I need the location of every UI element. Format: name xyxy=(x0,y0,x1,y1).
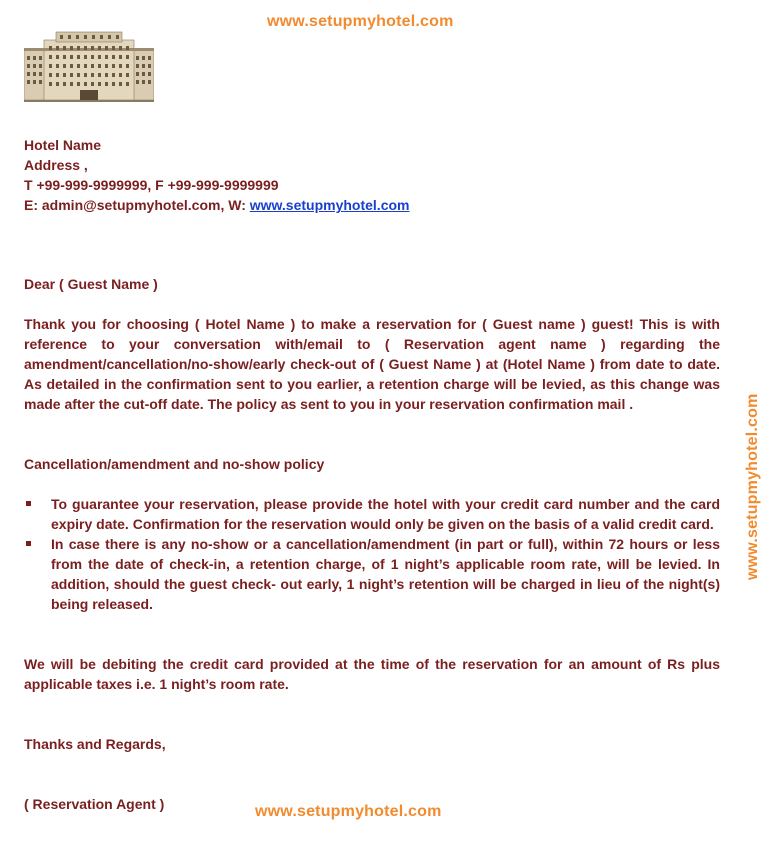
hotel-address: Address , xyxy=(24,157,88,173)
letter-body: Thank you for choosing ( Hotel Name ) to make a reservation for ( Guest name ) guest! This is with reference to your conversation with/email to ( Reservation agent name ) regarding the amendment/cancellation/no-show/early check-out of ( Guest Name ) at (Hotel Name ) from date to date. As detailed in the confirmation sent to you earlier, a retention charge will be levied, as this change was made after the cut-off date. The policy as sent to you in your reservation confirmation mail . xyxy=(24,316,720,412)
bullet-square-icon xyxy=(26,541,31,546)
watermark-top: www.setupmyhotel.com xyxy=(267,13,454,30)
closing: Thanks and Regards, xyxy=(24,736,166,752)
hotel-header xyxy=(24,135,409,215)
bullet-square-icon xyxy=(26,501,31,506)
policy-list xyxy=(24,494,720,614)
policy-title: Cancellation/amendment and no-show policy xyxy=(24,456,325,472)
hotel-name: Hotel Name xyxy=(24,137,102,153)
hotel-phone: T +99-999-9999999, F +99-999-9999999 xyxy=(24,177,279,193)
watermark-side: www.setupmyhotel.com xyxy=(744,393,761,580)
debit-notice: We will be debiting the credit card provided at the time of the reservation for an amount of Rs plus applicable taxes i.e. 1 night’s room rate. xyxy=(24,656,720,692)
list-item xyxy=(24,534,720,614)
list-item-text: To guarantee your reservation, please provide the hotel with your credit card number and the card expiry date. Confirmation for the reservation would only be given on the basis of a valid credit card. xyxy=(51,496,720,532)
hotel-email: E: admin@setupmyhotel.com, W: xyxy=(24,197,250,213)
list-item xyxy=(24,494,720,534)
hotel-building-logo xyxy=(24,30,154,102)
signature: ( Reservation Agent ) xyxy=(24,796,165,812)
website-link[interactable]: www.setupmyhotel.com xyxy=(249,197,410,213)
list-item-text: In case there is any no-show or a cancellation/amendment (in part or full), within 72 hours or less from the date of check-in, a retention charge, of 1 night’s applicable room rate, will be levied. In addition, should the guest check- out early, 1 night’s retention will be charged in lieu of the night(s) being released. xyxy=(51,536,720,612)
salutation: Dear ( Guest Name ) xyxy=(24,276,158,292)
hotel-contact xyxy=(24,195,409,215)
watermark-bottom: www.setupmyhotel.com xyxy=(255,803,442,820)
